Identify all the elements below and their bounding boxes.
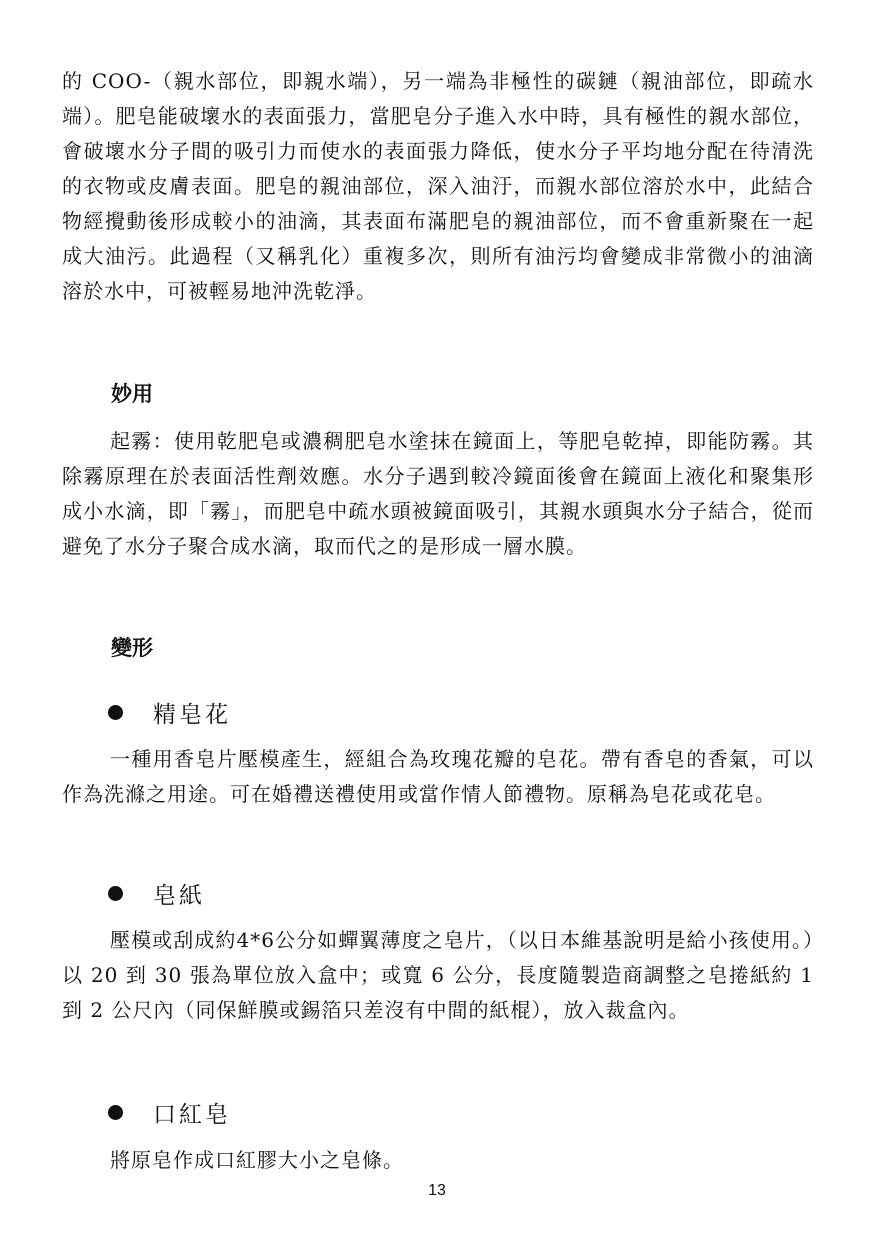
bullet-dot-icon	[108, 1105, 123, 1120]
variant-title: 皂紙	[153, 882, 205, 909]
variants-heading: 變形	[111, 635, 153, 660]
uses-heading: 妙用	[111, 381, 153, 406]
page-number: 13	[428, 1182, 446, 1199]
variant-item-soap-paper	[108, 876, 205, 910]
bullet-dot-icon	[108, 705, 123, 720]
intro-paragraph: 的 COO-（親水部位，即親水端），另一端為非極性的碳鏈（親油部位，即疏水端）。肥皂能破壞水的表面張力，當肥皂分子進入水中時，具有極性的親水部位，會破壞水分子間的吸引力而使水的表面張力降低，使水分子平均地分配在待清洗的衣物或皮膚表面。肥皂的親油部位，深入油汙，而親水部位溶於水中，此結合物經攪動後形成較小的油滴，其表面布滿肥皂的親油部位，而不會重新聚在一起成大油污。此過程（又稱乳化）重複多次，則所有油污均會變成非常微小的油滴溶於水中，可被輕易地沖洗乾淨。	[62, 69, 814, 303]
variant-paragraph: 壓模或刮成約4*6公分如蟬翼薄度之皂片，（以日本維基說明是給小孩使用。）以 20 到 30 張為單位放入盒中；或寬 6 公分，長度隨製造商調整之皂捲紙約 1 到 2 公尺內（同保鮮膜或錫箔只差沒有中間的紙棍），放入裁盒內。	[62, 928, 814, 1022]
variant-title: 口紅皂	[153, 1101, 231, 1128]
variant-item-lipstick-soap	[108, 1095, 231, 1129]
uses-paragraph: 起霧：使用乾肥皂或濃稠肥皂水塗抹在鏡面上，等肥皂乾掉，即能防霧。其除霧原理在於表面活性劑效應。水分子遇到較冷鏡面後會在鏡面上液化和聚集形成小水滴，即「霧」，而肥皂中疏水頭被鏡面吸引，其親水頭與水分子結合，從而避免了水分子聚合成水滴，取而代之的是形成一層水膜。	[62, 429, 814, 558]
variant-title: 精皂花	[153, 701, 231, 728]
variant-item-soap-flower	[108, 695, 231, 729]
variant-paragraph: 將原皂作成口紅膠大小之皂條。	[110, 1148, 404, 1172]
bullet-dot-icon	[108, 886, 123, 901]
variant-paragraph: 一種用香皂片壓模產生，經組合為玫瑰花瓣的皂花。帶有香皂的香氣，可以作為洗滌之用途。可在婚禮送禮使用或當作情人節禮物。原稱為皂花或花皂。	[62, 747, 814, 806]
